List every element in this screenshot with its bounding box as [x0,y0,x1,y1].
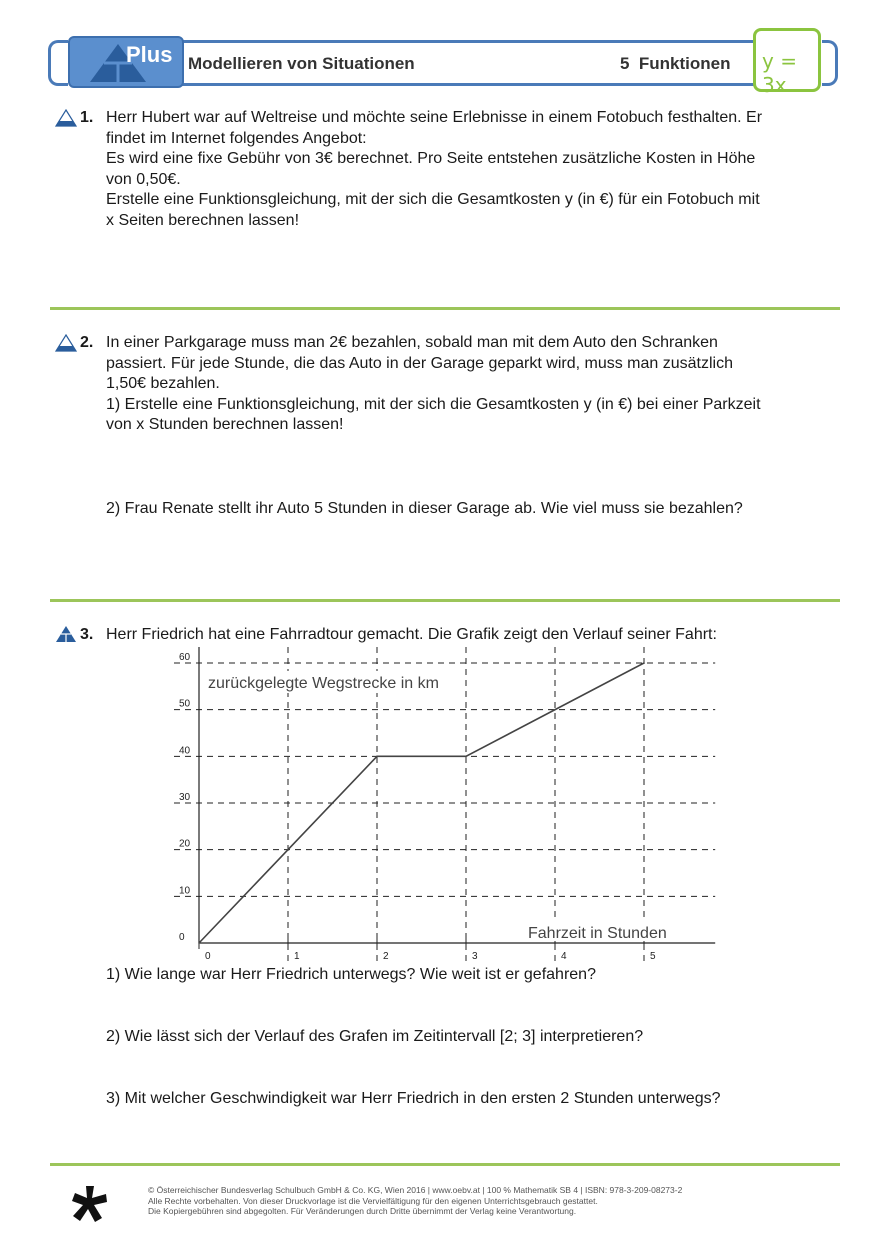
footer-line: Die Kopiergebühren sind abgegolten. Für Veränderungen durch Dritte übernimmt der Verlag keine Verantwortung. [148,1206,577,1216]
chart-labels [206,671,682,942]
distance-time-chart [168,645,728,965]
task-2-number: 2. [80,334,94,351]
footer-copyright [148,1185,682,1217]
y-tick-label: 40 [179,745,191,757]
task-2-question-2: 2) Frau Renate stellt ihr Auto 5 Stunden in dieser Garage ab. Wie viel muss sie bezahlen? [106,500,743,517]
footer-line: © Österreichischer Bundesverlag Schulbuch GmbH & Co. KG, Wien 2016 | www.oebv.at | 100 % Mathematik SB 4 | ISBN: 978-3-209-08273-2 [148,1185,683,1195]
section-divider [50,307,840,310]
task-1-line: x Seiten berechnen lassen! [106,211,300,229]
header-bracket-right [822,40,838,86]
task-2-line: 1) Erstelle eine Funktionsgleichung, mit der sich die Gesamtkosten y (in €) bei einer Parkzeit [106,395,761,413]
task-1-line: Es wird eine fixe Gebühr von 3€ berechnet. Pro Seite entstehen zusätzliche Kosten in Höhe [106,150,756,167]
y-tick-label: 50 [179,698,191,710]
formula-badge-text: y = 3x [762,49,797,97]
data-point [376,756,378,758]
task-3-question-3: 3) Mit welcher Geschwindigkeit war Herr Friedrich in den ersten 2 Stunden unterwegs? [106,1090,721,1107]
header-rule-top [140,40,755,43]
y-axis-label: zurückgelegte Wegstrecke in km [208,675,439,692]
x-axis-label: Fahrzeit in Stunden [528,925,667,942]
y-tick-label: 30 [179,792,191,803]
task-3-question-2: 2) Wie lässt sich der Verlauf des Grafen im Zeitintervall [2; 3] interpretieren? [106,1028,644,1045]
data-point [198,942,200,944]
data-point [643,662,645,664]
difficulty-1-icon [55,109,77,127]
y-tick-label: 0 [179,932,185,943]
x-tick-label: 2 [383,951,389,962]
chapter-title: 5 Funktionen [620,54,731,73]
task-2-line: In einer Parkgarage muss man 2€ bezahlen, sobald man mit dem Auto den Schranken [106,334,718,351]
task-1-line: Erstelle eine Funktionsgleichung, mit der sich die Gesamtkosten y (in €) für ein Fotobuch mit [106,191,760,208]
task-3-number: 3. [80,626,94,643]
chart-grid [174,647,715,961]
task-2-line: von x Stunden berechnen lassen! [106,416,344,433]
task-1-line: findet im Internet folgendes Angebot: [106,129,367,147]
x-tick-label: 4 [561,951,567,962]
task-1-number: 1. [80,109,94,126]
task-1-line: Herr Hubert war auf Weltreise und möchte seine Erlebnisse in einem Fotobuch festhalten. Er [106,109,763,126]
section-divider [50,599,840,602]
header-bracket-left [48,40,68,86]
header-rule-bottom [140,83,755,86]
task-1-line: von 0,50€. [106,170,181,188]
y-tick-label: 10 [179,885,191,897]
footer-line: Alle Rechte vorbehalten. Von dieser Druckvorlage ist die Vervielfältigung für den eigenen Unterrichtsgebrauch gestattet. [148,1195,598,1206]
x-tick-label: 5 [650,951,656,962]
x-tick-label: 1 [294,951,300,962]
y-tick-label: 20 [179,838,191,850]
task-3-intro: Herr Friedrich hat eine Fahrradtour gemacht. Die Grafik zeigt den Verlauf seiner Fahrt: [106,626,717,643]
footer-divider [50,1163,840,1166]
formula-badge [753,28,821,97]
chart-ticks [179,652,656,962]
difficulty-2-icon [55,625,77,643]
publisher-logo-icon [72,1184,108,1224]
task-2-line: passiert. Für jede Stunde, die das Auto in der Garage geparkt wird, muss man zusätzlich [106,354,733,372]
task-2-line: 1,50€ bezahlen. [106,375,220,392]
task-2-text [106,333,846,436]
x-tick-label: 3 [472,951,478,962]
task-3-question-1: 1) Wie lange war Herr Friedrich unterwegs? Wie weit ist er gefahren? [106,966,596,983]
y-tick-label: 60 [179,652,191,663]
task-1-text [106,108,846,231]
difficulty-1-icon [55,334,77,352]
plus-logo [68,36,184,88]
x-tick-label: 0 [205,951,211,962]
page-title: Modellieren von Situationen [188,54,415,73]
data-point [465,756,467,758]
logo-label: Plus [126,42,173,67]
